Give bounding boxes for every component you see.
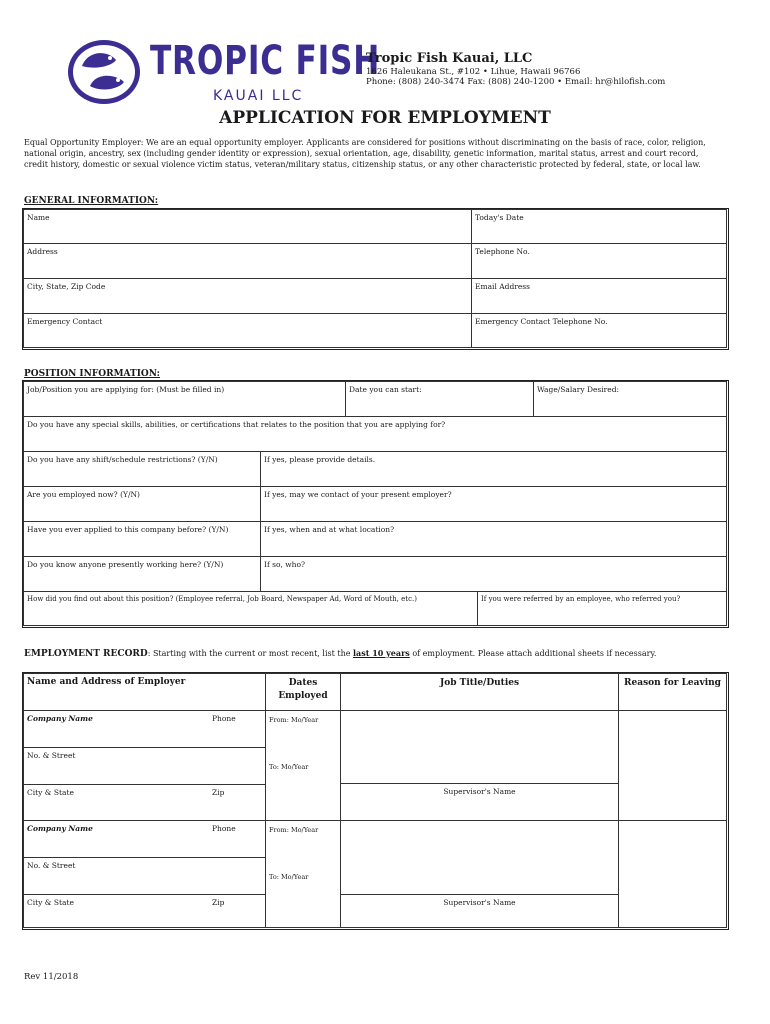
restrictions-label: Do you have any shift/schedule restrictions? (Y/N) [27,455,218,464]
applied-before-field[interactable] [23,521,261,557]
record-1-city-field[interactable]: City & State Zip [23,784,266,821]
record-2-job-field[interactable] [340,820,619,895]
know-who-field[interactable] [260,556,727,592]
job-title-column-header: Job Title/Duties [340,673,619,711]
know-employee-label: Do you know anyone presently working here? (Y/N) [27,560,224,569]
company-name: Tropic Fish Kauai, LLC [366,51,533,66]
referred-by-field[interactable] [477,591,727,626]
start-date-field[interactable] [345,381,534,417]
dates-column-header: Dates Employed [265,673,341,711]
revision-date: Rev 11/2018 [24,972,79,982]
found-position-label: How did you find out about this position? (Employee referral, Job Board, Newspaper Ad, Word of Mouth, etc.) [27,595,417,603]
email-label: Email Address [475,282,530,291]
record-1-supervisor-field[interactable]: Supervisor's Name [340,783,619,821]
emergency-phone-field[interactable] [471,313,727,348]
telephone-field[interactable] [471,243,727,279]
city-state-zip-label: City, State, Zip Code [27,282,106,291]
employment-intro-part2: of employment. Please attach additional sheets if necessary. [409,649,657,658]
employment-intro-part1: : Starting with the current or most recent, list the [147,649,354,658]
know-who-label: If so, who? [264,560,306,569]
record-2-city-field[interactable]: City & State Zip [23,894,266,928]
applied-before-label: Have you ever applied to this company before? (Y/N) [27,525,229,534]
emergency-contact-field[interactable] [23,313,472,348]
record-2-street-field[interactable]: No. & Street [23,857,266,895]
wage-label: Wage/Salary Desired: [537,385,620,394]
record-2-reason-field[interactable] [618,820,727,928]
restrictions-details-field[interactable] [260,451,727,487]
eeo-statement: Equal Opportunity Employer: We are an equal opportunity employer. Applicants are considered for positions without discriminating on the basis of race, color, religion, national origin, ancestry, sex (including gender identity or expression), sexual orientation, age, disability, genetic information, marital status, arrest and court record, credit history, domestic or sexual violence victim status, veteran/military status, citizenship status, or any other characteristic protected by federal, state, or local law. [24,138,706,169]
found-position-field[interactable] [23,591,478,626]
address-label: Address [27,247,58,256]
job-position-label: Job/Position you are applying for: (Must be filled in) [27,385,225,394]
reason-column-header: Reason for Leaving [618,673,727,711]
applied-when-label: If yes, when and at what location? [264,525,395,534]
email-field[interactable] [471,278,727,314]
logo-wordmark: TROPIC FISH [150,38,381,84]
name-field[interactable] [23,209,472,244]
name-label: Name [27,213,50,222]
applied-when-field[interactable] [260,521,727,557]
start-date-label: Date you can start: [349,385,422,394]
company-address: 1626 Haleukana St., #102 • Lihue, Hawaii 96766 [366,67,581,77]
record-2-company-field[interactable]: Company Name Phone [23,820,266,858]
record-1-job-field[interactable] [340,710,619,784]
employed-now-field[interactable] [23,486,261,522]
general-info-table [22,208,729,350]
record-1-street-field[interactable]: No. & Street [23,747,266,785]
todays-date-label: Today's Date [475,213,524,222]
contact-employer-field[interactable] [260,486,727,522]
telephone-label: Telephone No. [475,247,530,256]
company-contact: Phone: (808) 240-3474 Fax: (808) 240-1200 • Email: hr@hilofish.com [366,77,666,87]
restrictions-field[interactable] [23,451,261,487]
emergency-contact-label: Emergency Contact [27,317,103,326]
employment-record-intro [24,648,656,659]
city-state-zip-field[interactable] [23,278,472,314]
skills-label: Do you have any special skills, abilities, or certifications that relates to the position that you are applying for? [27,420,446,429]
logo-subtitle: KAUAI LLC [213,88,304,104]
referred-by-label: If you were referred by an employee, who referred you? [481,595,681,603]
skills-field[interactable] [23,416,727,452]
record-2-dates-field[interactable]: From: Mo/Year To: Mo/Year [265,820,341,928]
know-employee-field[interactable] [23,556,261,592]
restrictions-details-label: If yes, please provide details. [264,455,376,464]
page-title: APPLICATION FOR EMPLOYMENT [219,108,551,128]
record-1-company-field[interactable]: Company Name Phone [23,710,266,748]
record-1-dates-field[interactable]: From: Mo/Year To: Mo/Year [265,710,341,821]
employment-intro-emphasis: last 10 years [353,648,410,658]
employment-record-table [22,672,729,930]
todays-date-field[interactable] [471,209,727,244]
employed-now-label: Are you employed now? (Y/N) [27,490,140,499]
position-info-table [22,380,729,628]
record-2-supervisor-field[interactable]: Supervisor's Name [340,894,619,928]
address-field[interactable] [23,243,472,279]
general-info-heading: GENERAL INFORMATION: [24,196,159,206]
employment-record-heading: EMPLOYMENT RECORD [24,649,148,659]
position-info-heading: POSITION INFORMATION: [24,369,160,379]
emergency-phone-label: Emergency Contact Telephone No. [475,317,608,326]
contact-employer-label: If yes, may we contact of your present employer? [264,490,452,499]
record-1-reason-field[interactable] [618,710,727,821]
employer-column-header: Name and Address of Employer [23,673,266,711]
job-position-field[interactable] [23,381,346,417]
wage-field[interactable] [533,381,727,417]
